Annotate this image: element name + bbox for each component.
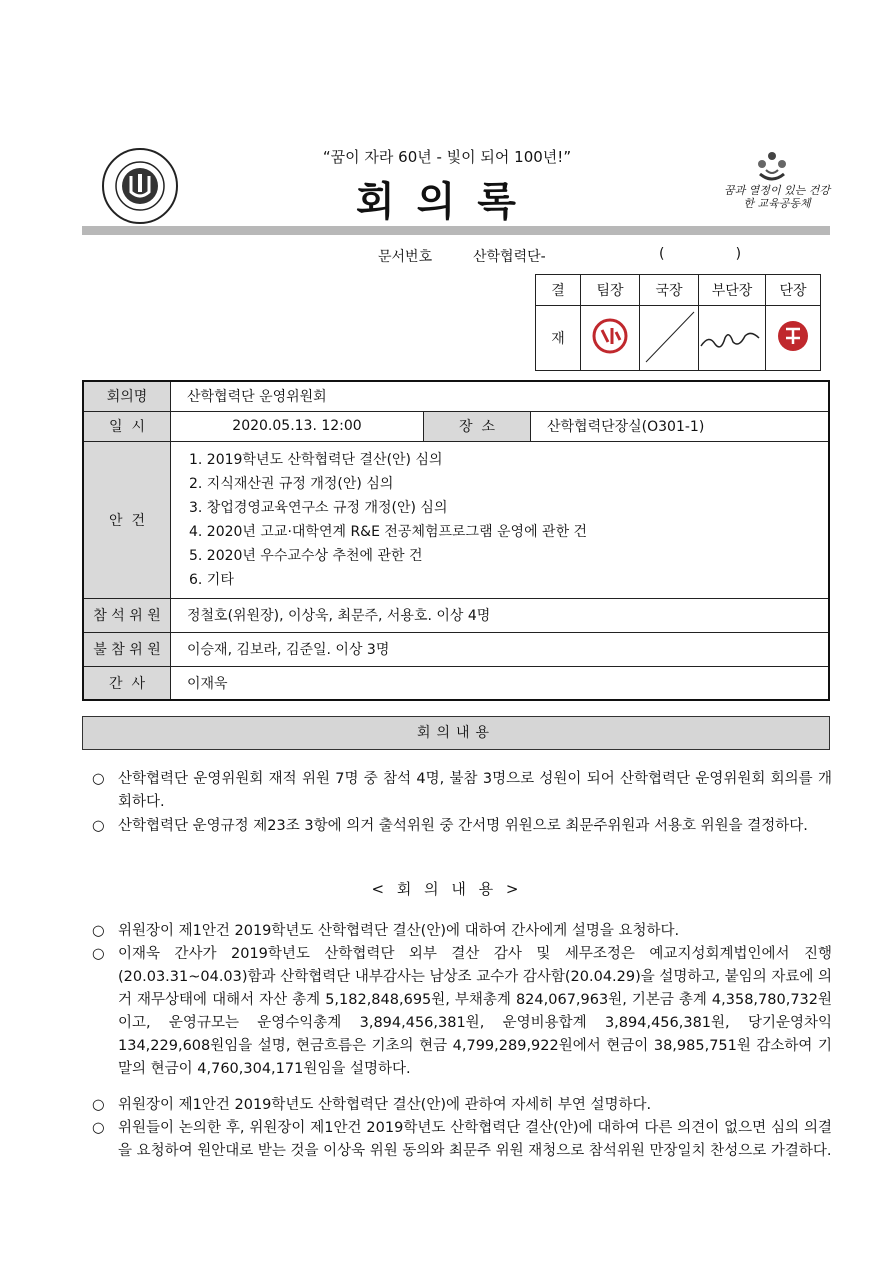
meeting-place: 산학협력단장실(O301-1): [531, 411, 830, 441]
doc-number-value: 산학협력단-: [473, 249, 546, 265]
attendees-label: 참 석 위 원: [83, 598, 171, 632]
doc-number-label: 문서번호: [378, 249, 433, 265]
signature-head: [766, 306, 821, 371]
agenda-label: 안 건: [83, 441, 171, 598]
slash-line-icon: [640, 306, 698, 366]
role-head: 단장: [766, 275, 821, 306]
bullet-icon: ○: [92, 818, 105, 834]
right-logo-text: 꿈과 열정이 있는 건강한 교육공동체: [723, 184, 831, 210]
signature-vice-head: [699, 306, 766, 371]
agenda-item: 5. 2020년 우수교수상 추천에 관한 건: [189, 547, 423, 564]
content-paragraph: [92, 920, 832, 943]
content-paragraph: [92, 1117, 832, 1163]
agenda-item: 4. 2020년 고교·대학연계 R&E 전공체험프로그램 운영에 관한 건: [189, 523, 588, 540]
bullet-icon: ○: [92, 1097, 105, 1113]
agenda-item: 1. 2019학년도 산학협력단 결산(안) 심의: [189, 451, 443, 468]
place-label: 장 소: [424, 411, 531, 441]
bullet-icon: ○: [92, 1120, 105, 1136]
header-divider: [82, 226, 830, 235]
content-text: 이재욱 간사가 2019학년도 산학협력단 외부 결산 감사 및 세무조정은 예교지성회계법인에서 진행(20.03.31~04.03)함과 산학협력단 내부감사는 남상조 교수가 감사함(20.04.29)을 설명하고, 붙임의 자료에 의거 재무상태에 대해서 자산 총계 5,182,848,695원, 부채총계 824,067,963원, 기본금 총계 4,358,780,732원이고, 운영규모는 운영수익총계 3,894,456,381원, 운영비용합계 3,894,456,381원, 당기운영차익 134,229,608원임을 설명, 현금흐름은 기초의 현금 4,799,289,922원에서 현금이 38,985,751원 감소하여 기말의 현금이 4,760,304,171원임을 설명하다.: [118, 946, 832, 1077]
handwritten-signature-icon: [699, 316, 765, 356]
absentees-label: 불 참 위 원: [83, 632, 171, 666]
red-stamp-icon: [590, 316, 630, 356]
intro-paragraph: [92, 768, 832, 814]
intro-text: 산학협력단 운영위원회 재적 위원 7명 중 참석 4명, 불참 3명으로 성원이 되어 산학협력단 운영위원회 회의를 개회하다.: [118, 771, 832, 810]
bullet-icon: ○: [92, 923, 105, 939]
bullet-icon: ○: [92, 946, 105, 962]
slogan: “꿈이 자라 60년 - 빛이 되어 100년!”: [322, 148, 572, 166]
secretary: 이재욱: [171, 666, 830, 700]
signature-director: [640, 306, 699, 371]
approval-label-top: 결: [536, 275, 581, 306]
content-heading: < 회 의 내 용 >: [371, 880, 523, 898]
content-text: 위원장이 제1안건 2019학년도 산학협력단 결산(안)에 대하여 간사에게 설명을 요청하다.: [118, 923, 680, 939]
role-director: 국장: [640, 275, 699, 306]
intro-paragraph: [92, 815, 832, 838]
content-text: 위원장이 제1안건 2019학년도 산학협력단 결산(안)에 관하여 자세히 부연 설명하다.: [118, 1097, 652, 1113]
role-team-lead: 팀장: [581, 275, 640, 306]
red-seal-icon: [773, 316, 813, 356]
agenda-list: [171, 441, 830, 598]
date-label: 일 시: [83, 411, 171, 441]
content-paragraph: [92, 943, 832, 1081]
meeting-name: 산학협력단 운영위원회: [171, 381, 830, 411]
intro-text: 산학협력단 운영규정 제23조 3항에 의거 출석위원 중 간서명 위원으로 최문주위원과 서용호 위원을 결정하다.: [118, 818, 808, 834]
absentees: 이승재, 김보라, 김준일. 이상 3명: [171, 632, 830, 666]
agenda-item: 3. 창업경영교육연구소 규정 개정(안) 심의: [189, 499, 448, 516]
agenda-item: 6. 기타: [189, 571, 234, 588]
section-title-bar: 회의내용: [82, 716, 830, 750]
content-paragraph: [92, 1094, 832, 1117]
doc-number-paren: ( ): [659, 246, 742, 262]
agenda-item: 2. 지식재산권 규정 개정(안) 심의: [189, 475, 394, 492]
attendees: 정철호(위원장), 이상욱, 최문주, 서용호. 이상 4명: [171, 598, 830, 632]
bullet-icon: ○: [92, 771, 105, 787]
secretary-label: 간 사: [83, 666, 171, 700]
approval-label-bottom: 재: [536, 306, 581, 371]
meeting-date: 2020.05.13. 12:00: [171, 411, 424, 441]
signature-team-lead: [581, 306, 640, 371]
meeting-info-table: [82, 380, 830, 701]
page-title: 회의록: [356, 179, 538, 225]
content-text: 위원들이 논의한 후, 위원장이 제1안건 2019학년도 산학협력단 결산(안)에 대하여 다른 의견이 없으면 심의 의결을 요청하여 원안대로 받는 것을 이상욱 위원 동의와 최문주 위원 재청으로 참석위원 만장일치 찬성으로 가결하다.: [118, 1120, 832, 1159]
approval-table: [535, 274, 821, 371]
meeting-name-label: 회의명: [83, 381, 171, 411]
role-vice-head: 부단장: [699, 275, 766, 306]
